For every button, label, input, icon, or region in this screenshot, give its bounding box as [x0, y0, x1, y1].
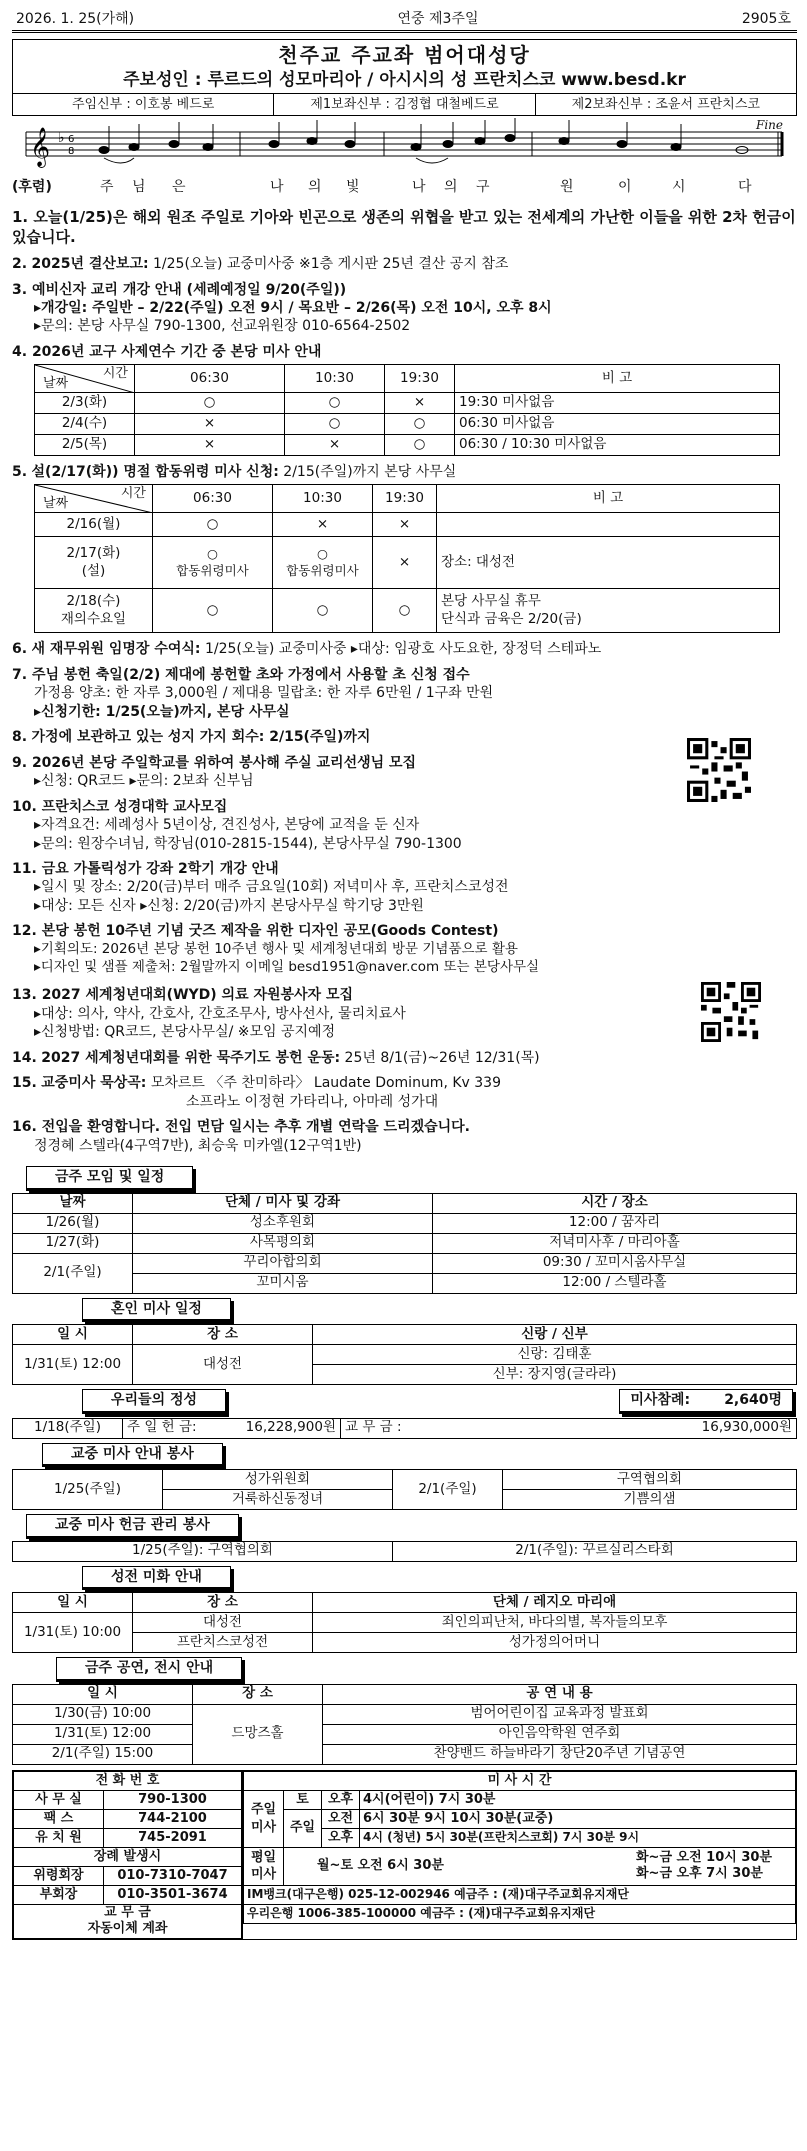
psalm-score	[12, 118, 797, 202]
notice-item: 7. 주님 봉헌 축일(2/2) 제대에 봉헌할 초와 가정에서 사용할 초 신청 접수 가정용 양초: 한 자루 3,000원 / 제대용 밀랍초: 한 자루 6만원 / 1구좌 만원 ▸신청기한: 1/25(오늘)까지, 본당 사무실	[12, 666, 494, 720]
table-row: 1/31(토) 10:00 대성전 죄인의피난처, 바다의별, 복자들의모후	[13, 1613, 797, 1633]
svg-text:8: 8	[68, 146, 75, 158]
lyric-syllable: 원	[560, 179, 574, 196]
table-row: 팩 스 744-2100	[14, 1809, 242, 1828]
issue-number: 2905호	[741, 11, 791, 27]
section-title: 교중 미사 헌금 관리 봉사	[26, 1514, 239, 1538]
table-row: 사 무 실 790-1300	[14, 1790, 242, 1809]
contacts-column	[13, 1771, 243, 1939]
church-title-box	[12, 39, 797, 94]
meetings-table: 날짜 단체 / 미사 및 강좌 시간 / 장소 1/26(월) 성소후원회 12:00 / 꿈자리 1/27(화) 사목평의회 저녁미사후 / 마리아홀 2/1(주일) 꾸리아합의회 09:30 / 꼬미시움사무실 꼬미시움 12:00 / 스텔라홀	[12, 1193, 797, 1294]
table-row: 1/31(토) 12:00 대성전 신랑: 김태훈	[13, 1345, 797, 1365]
notice-item: 6. 새 재무위원 임명장 수여식: 1/25(오늘) 교중미사중 ▸대상: 임광호 사도요한, 장정덕 스테파노	[12, 641, 602, 658]
table-row: 거룩하신동정녀 기쁨의샘	[13, 1490, 797, 1510]
mass-guide-table	[12, 1469, 797, 1510]
music-staff	[12, 118, 797, 178]
section-title: 성전 미화 안내	[82, 1566, 231, 1590]
issue-date: 2026. 1. 25(가해)	[16, 11, 135, 27]
pastor: 주임신부 : 이호봉 베드로	[13, 94, 274, 115]
notice-item: 9. 2026년 본당 주일학교를 위하여 봉사해 주실 교리선생님 모집 ▸신청: QR코드 ▸문의: 2보좌 신부님	[12, 754, 797, 791]
notice-item: 10. 프란치스코 성경대학 교사모집 ▸자격요건: 세례성사 5년이상, 견진성사, 본당에 교적을 둔 신자 ▸문의: 원장수녀님, 학장님(010-2815-1544), 본당사무실 790-1300	[12, 798, 462, 852]
wedding-table: 일 시 장 소 신랑 / 신부 1/31(토) 12:00 대성전 신랑: 김태훈 신부: 장지영(글라라)	[12, 1324, 797, 1385]
section-title: 교중 미사 안내 봉사	[42, 1443, 223, 1467]
offering-table	[12, 1418, 797, 1439]
section-title: 혼인 미사 일정	[82, 1298, 231, 1322]
performances-table: 일 시 장 소 공 연 내 용 1/30(금) 10:00 드망즈홀 범어어린이집 교육과정 발표회 1/31(토) 12:00 아인음악학원 연주회 2/1(주일) 15:00 찬양밴드 하늘바라기 창단20주년 기념공연	[12, 1684, 797, 1765]
table-row: 1/31(토) 12:00 아인음악학원 연주회	[13, 1724, 797, 1744]
first-assistant: 제1보좌신부 : 김정협 대철베드로	[274, 94, 535, 115]
notice-item: 1. 오늘(1/25)은 해외 원조 주일로 기아와 빈곤으로 생존의 위협을 받고 있는 전세계의 가난한 이들을 위한 2차 헌금이 있습니다.	[12, 208, 796, 247]
lyric-syllable: 나	[270, 179, 284, 196]
table-row: 1/25(주일): 구역협의회 2/1(주일): 꾸르실리스타회	[13, 1541, 797, 1561]
lyric-syllable: 의	[308, 179, 322, 196]
lyric-syllable: 님	[132, 179, 146, 196]
table-row: 2/17(화) (설) ○ 합동위령미사 ○ 합동위령미사 × 장소: 대성전	[35, 537, 780, 589]
table-row: 주일 미사 토 오후 4시(어린이) 7시 30분	[244, 1790, 796, 1809]
table-corner: 시간 날짜	[35, 365, 135, 393]
qr-code-icon[interactable]	[687, 738, 751, 802]
notice-item: 11. 금요 가톨릭성가 강좌 2학기 개강 안내 ▸일시 및 장소: 2/20(금)부터 매주 금요일(10회) 저녁미사 후, 프란치스코성전 ▸대상: 모든 신자 ▸신청: 2/20(금)까지 본당사무실 학기당 3만원	[12, 860, 509, 914]
table-row: IM뱅크(대구은행) 025-12-002946 예금주 : (재)대구주교회유지재단	[244, 1885, 796, 1904]
svg-text:6: 6	[68, 134, 75, 146]
table-row: 프란치스코성전 성가정의어머니	[13, 1633, 797, 1653]
liturgical-week: 연중 제3주일	[397, 11, 479, 27]
notice-item: 14. 2027 세계청년대회를 위한 묵주기도 봉헌 운동: 25년 8/1(금)~26년 12/31(목)	[12, 1049, 540, 1066]
notice-item: 15. 교중미사 묵상곡: 모차르트 〈주 찬미하라〉 Laudate Dominum, Kv 339 소프라노 이정현 가타리나, 아마레 성가대	[12, 1075, 501, 1110]
treble-clef-icon: 𝄞	[30, 127, 51, 168]
bulletin-topline	[12, 8, 797, 33]
lyric-syllable: 은	[172, 179, 186, 196]
table-row: 1/18(주일) 주 일 헌 금: 16,228,900원 교 무 금 : 16,930,000원	[13, 1418, 797, 1438]
notice-item: 4. 2026년 교구 사제연수 기간 중 본당 미사 안내 시간 날짜 06:30 10:30 19:30 비 고 2/3(화) ○ ○ × 19:30 미사없음 2/4(수) × ○ ○ 06:30 미사없음 2/5(목) × × ○ 06:30 / 10:30 미사없음	[12, 343, 797, 456]
table-row: 1/30(금) 10:00 드망즈홀 범어어린이집 교육과정 발표회	[13, 1704, 797, 1724]
notice-item: 12. 본당 봉헌 10주년 기념 굿즈 제작을 위한 디자인 공모(Goods Contest) ▸기획의도: 2026년 본당 봉헌 10주년 행사 및 세계청년대회 방문 기념품으로 활용 ▸디자인 및 샘플 제출처: 2월말까지 이메일 besd1951@naver.com 또는 본당사무실	[12, 923, 540, 975]
table-corner: 시간 날짜	[35, 485, 153, 513]
contacts-mass-times-box	[12, 1770, 797, 1940]
table-row: 부회장 010-3501-3674	[14, 1885, 242, 1904]
priests-row	[12, 94, 797, 116]
notice-item: 13. 2027 세계청년대회(WYD) 의료 자원봉사자 모집 ▸대상: 의사, 약사, 간호사, 간호조무사, 방사선사, 물리치료사 ▸신청방법: QR코드, 본당사무실/ ※모임 공지예정	[12, 986, 797, 1041]
lyric-syllable: 나	[412, 179, 426, 196]
notice-item: 8. 가정에 보관하고 있는 성지 가지 회수: 2/15(주일)까지	[12, 729, 371, 746]
lyric-syllable: 다	[738, 179, 752, 196]
table-row: 2/4(수) × ○ ○ 06:30 미사없음	[35, 414, 780, 435]
refrain-label: (후렴)	[12, 179, 52, 196]
phone-table: 전 화 번 호 사 무 실 790-1300 팩 스 744-2100 유 치 원 745-2091 장례 발생시 위령회장 010-7310-7047 부회장 010-3501-3674 교 무 금 자동이체 계좌	[13, 1771, 242, 1939]
notice-item: 16. 전입을 환영합니다. 전입 면담 일시는 추후 개별 연락을 드리겠습니다. 정경혜 스텔라(4구역7반), 최승욱 미카엘(12구역1반)	[12, 1119, 470, 1154]
memorial-mass-table: 시간 날짜 06:30 10:30 19:30 비 고 2/16(월) ○ × × 2/17(화) (설) ○ 합동위령미사 ○ 합동위령미사 × 장소: 대성전 2/18(수) 재의수요일 ○ ○ ○ 본당 사무실 휴무 단식과 금육은 2/20(금)	[34, 484, 780, 633]
table-row: 2/1(주일) 15:00 찬양밴드 하늘바라기 창단20주년 기념공연	[13, 1744, 797, 1764]
table-row: 우리은행 1006-385-100000 예금주 : (재)대구주교회유지재단	[244, 1904, 796, 1923]
table-row: 오후 4시 (청년) 5시 30분(프란치스코회) 7시 30분 9시	[244, 1828, 796, 1847]
table-row: 1/25(주일) 성가위원회 2/1(주일) 구역협의회	[13, 1470, 797, 1490]
lyric-syllable: 이	[618, 179, 632, 196]
table-row: 유 치 원 745-2091	[14, 1828, 242, 1847]
table-row: 2/3(화) ○ ○ × 19:30 미사없음	[35, 393, 780, 414]
lyric-syllable: 주	[100, 179, 114, 196]
table-row: 1/27(화) 사목평의회 저녁미사후 / 마리아홀	[13, 1233, 797, 1253]
table-row: 2/5(목) × × ○ 06:30 / 10:30 미사없음	[35, 435, 780, 456]
church-patrons: 주보성인 : 루르드의 성모마리아 / 아시시의 성 프란치스코 www.besd.kr	[123, 69, 686, 90]
section-title: 금주 모임 및 일정	[26, 1166, 193, 1190]
church-name: 천주교 주교좌 범어대성당	[278, 43, 531, 68]
attendance-box: 미사참례: 2,640명	[619, 1389, 793, 1413]
section-title: 우리들의 정성	[82, 1389, 226, 1413]
lyric-syllable: 시	[672, 179, 686, 196]
notice-list	[12, 208, 797, 1155]
table-row: 평일 미사 월~토 오전 6시 30분 화~금 오전 10시 30분 화~금 오후 7시 30분	[244, 1847, 796, 1885]
fine-mark: Fine	[756, 118, 783, 133]
music-notes	[99, 118, 748, 154]
weekly-schedule-section	[12, 1162, 797, 1764]
svg-text:♭: ♭	[58, 130, 65, 147]
table-row: 주일 오전 6시 30분 9시 10시 30분(교중)	[244, 1809, 796, 1828]
qr-code-icon[interactable]	[701, 982, 761, 1042]
mass-times-column	[243, 1771, 796, 1939]
priest-retreat-mass-table: 시간 날짜 06:30 10:30 19:30 비 고 2/3(화) ○ ○ × 19:30 미사없음 2/4(수) × ○ ○ 06:30 미사없음 2/5(목) × × ○ 06:30 / 10:30 미사없음	[34, 364, 780, 455]
second-assistant: 제2보좌신부 : 조윤서 프란치스코	[571, 97, 760, 113]
table-row: 신부: 장지영(글라라)	[13, 1365, 797, 1385]
table-row: 2/18(수) 재의수요일 ○ ○ ○ 본당 사무실 휴무 단식과 금육은 2/20(금)	[35, 589, 780, 633]
table-row: 2/1(주일) 꾸리아합의회 09:30 / 꼬미시움사무실	[13, 1253, 797, 1273]
table-row: 1/26(월) 성소후원회 12:00 / 꿈자리	[13, 1213, 797, 1233]
lyric-syllable: 구	[476, 179, 490, 196]
table-row: 꼬미시움 12:00 / 스텔라홀	[13, 1273, 797, 1293]
flowers-table: 일 시 장 소 단체 / 레지오 마리애 1/31(토) 10:00 대성전 죄인의피난처, 바다의별, 복자들의모후 프란치스코성전 성가정의어머니	[12, 1592, 797, 1653]
lyric-syllable: 빛	[346, 179, 360, 196]
table-row: 2/16(월) ○ × ×	[35, 513, 780, 537]
lyric-syllable: 의	[444, 179, 458, 196]
hymn-lyrics	[12, 178, 797, 200]
section-title: 금주 공연, 전시 안내	[56, 1657, 242, 1681]
notice-item: 2. 2025년 결산보고: 1/25(오늘) 교중미사중 ※1층 게시판 25년 결산 공지 참조	[12, 256, 509, 273]
notice-item: 5. 설(2/17(화)) 명절 합동위령 미사 신청: 2/15(주일)까지 본당 사무실 시간 날짜 06:30 10:30 19:30 비 고 2/16(월) ○ × × 2/17(화) (설) ○ 합동위령미사 ○ 합동위령미사 × 장소: 대성전 2/18(수) 재의수요일 ○ ○ ○ 본당 사무실 휴무 단식과 금육은 2/20(금)	[12, 463, 797, 633]
collection-table	[12, 1541, 797, 1562]
notice-item: 3. 예비신자 교리 개강 안내 (세례예정일 9/20(주일)) ▸개강일: 주일반 – 2/22(주일) 오전 9시 / 목요반 – 2/26(목) 오전 10시, 오후 8시 ▸문의: 본당 사무실 790-1300, 선교위원장 010-6564-2502	[12, 281, 552, 335]
mass-times-table: 미 사 시 간 주일 미사 토 오후 4시(어린이) 7시 30분 주일 오전 6시 30분 9시 10시 30분(교중) 오후 4시 (청년) 5시 30분(프란치스코회) 7시 30분 9시 평일 미사 월~토 오전 6시 30분 화~금 오전 10시 30분 화~금 오후 7시 30분 IM뱅크(대구은행) 025-12-002946 예금주 : (재)대구주교회유지재단 우리은행 1006-385-100000 예금주 : (재)대구주교회유지재단	[243, 1771, 796, 1924]
table-row: 위령회장 010-7310-7047	[14, 1866, 242, 1885]
